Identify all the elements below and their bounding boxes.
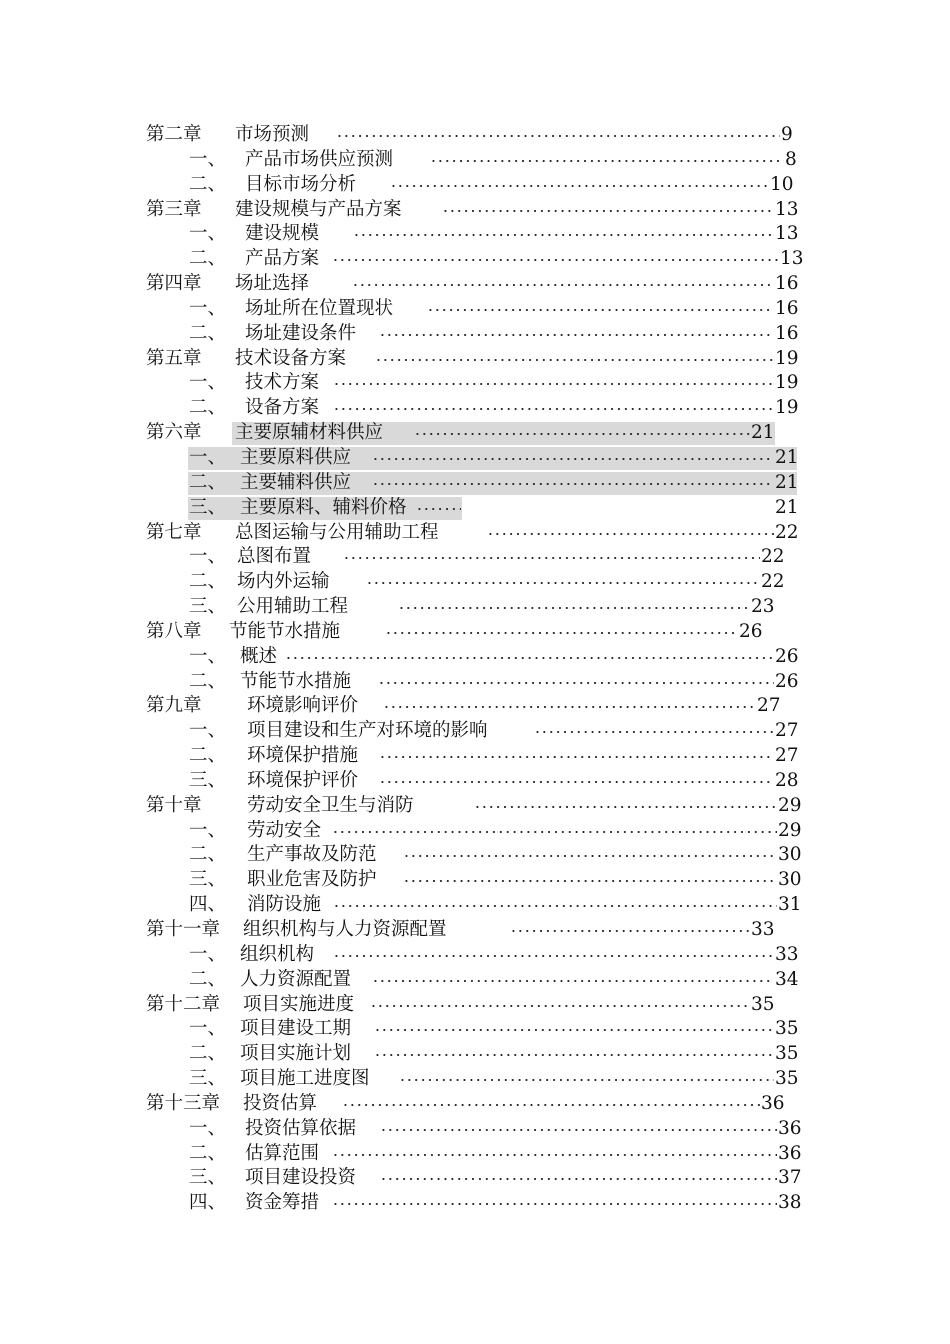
toc-page-number: 35 <box>751 993 775 1015</box>
toc-leader-dots <box>343 556 760 560</box>
toc-number: 二、 <box>189 322 227 344</box>
toc-title: 劳动安全卫生与消防 <box>247 794 414 816</box>
toc-leader-dots <box>379 780 774 784</box>
toc-title: 环境保护措施 <box>247 745 359 767</box>
toc-title: 产品市场供应预测 <box>245 148 394 170</box>
toc-title: 主要辅料供应 <box>240 471 352 493</box>
toc-entry[interactable] <box>0 570 950 595</box>
toc-title: 技术方案 <box>245 372 320 394</box>
toc-leader-dots <box>352 283 774 287</box>
toc-leader-dots <box>380 1177 777 1181</box>
toc-entry[interactable] <box>0 347 950 372</box>
toc-number: 三、 <box>189 769 227 791</box>
toc-number: 一、 <box>189 645 227 667</box>
toc-page-number: 33 <box>751 919 775 940</box>
toc-entry[interactable] <box>0 272 950 297</box>
toc-number: 一、 <box>189 546 227 568</box>
toc-page-number: 26 <box>739 620 763 642</box>
toc-entry[interactable] <box>0 595 950 620</box>
toc-page-number: 35 <box>775 1018 799 1040</box>
toc-title: 场内外运输 <box>237 571 330 593</box>
toc-entry[interactable] <box>0 620 950 645</box>
toc-number: 第十一章 <box>146 919 221 940</box>
toc-number: 三、 <box>189 1068 227 1090</box>
toc-title: 产品方案 <box>245 248 320 270</box>
toc-title: 主要原料、辅料价格 <box>240 496 407 518</box>
toc-page-number: 38 <box>778 1192 802 1214</box>
toc-number: 一、 <box>189 819 227 841</box>
toc-page-number: 26 <box>775 670 799 692</box>
toc-title: 项目实施计划 <box>240 1043 352 1065</box>
toc-leader-dots <box>427 308 774 312</box>
toc-leader-dots <box>374 1053 774 1057</box>
toc-title: 组织机构 <box>240 943 315 965</box>
toc-entry[interactable] <box>0 421 950 446</box>
toc-leader-dots <box>375 358 774 362</box>
toc-page-number: 30 <box>778 844 802 866</box>
toc-entry[interactable] <box>0 1067 950 1092</box>
toc-page-number: 27 <box>775 720 799 742</box>
toc-page-number: 22 <box>761 546 785 568</box>
toc-page-number: 8 <box>785 148 797 170</box>
toc-entry[interactable] <box>0 893 950 918</box>
toc-page-number: 29 <box>778 819 802 841</box>
toc-title: 主要原辅材料供应 <box>235 422 384 444</box>
toc-entry[interactable] <box>0 1166 950 1191</box>
toc-leader-dots <box>430 159 784 163</box>
toc-number: 二、 <box>189 1043 227 1065</box>
toc-number: 二、 <box>189 397 227 419</box>
toc-leader-dots <box>385 631 738 635</box>
toc-number: 一、 <box>189 720 227 742</box>
toc-leader-dots <box>372 457 774 461</box>
toc-entry[interactable] <box>0 496 950 521</box>
toc-number: 三、 <box>189 496 227 518</box>
toc-page-number: 27 <box>775 745 799 767</box>
toc-title: 节能节水措施 <box>240 670 352 692</box>
toc-page-number: 35 <box>775 1068 799 1090</box>
toc-leader-dots <box>333 904 777 908</box>
toc-title: 市场预测 <box>235 124 310 145</box>
toc-page-number: 21 <box>751 422 775 444</box>
toc-number: 第五章 <box>146 347 202 369</box>
toc-page-number: 27 <box>757 695 781 717</box>
toc-title: 项目实施进度 <box>243 993 355 1015</box>
toc-number: 二、 <box>189 968 227 990</box>
toc-entry[interactable] <box>0 719 950 744</box>
toc-title: 投资估算依据 <box>245 1117 357 1139</box>
toc-number: 二、 <box>189 745 227 767</box>
toc-page-number: 37 <box>778 1167 802 1189</box>
toc-number: 一、 <box>189 1117 227 1139</box>
toc-entry[interactable] <box>0 1092 950 1117</box>
toc-page-number: 26 <box>775 645 799 667</box>
toc-entry[interactable] <box>0 1042 950 1067</box>
toc-number: 二、 <box>189 248 227 270</box>
toc-title: 建设规模 <box>245 223 320 245</box>
toc-entry[interactable] <box>0 868 950 893</box>
toc-page-number: 21 <box>775 471 799 493</box>
toc-leader-dots <box>378 681 774 685</box>
toc-number: 二、 <box>189 471 227 493</box>
toc-title: 资金筹措 <box>245 1192 320 1214</box>
toc-page-number: 21 <box>775 446 799 468</box>
toc-title: 场址建设条件 <box>245 322 357 344</box>
toc-entry[interactable] <box>0 1191 950 1216</box>
toc-leader-dots <box>336 134 780 138</box>
toc-page-number: 31 <box>778 894 802 916</box>
toc-entry[interactable] <box>0 371 950 396</box>
toc-leader-dots <box>332 1153 777 1157</box>
toc-title: 场址所在位置现状 <box>245 297 394 319</box>
toc-leader-dots <box>510 929 750 933</box>
toc-entry[interactable] <box>0 148 950 173</box>
toc-page-number: 9 <box>781 124 793 145</box>
toc-page-number: 19 <box>775 397 799 419</box>
toc-title: 概述 <box>240 645 278 667</box>
toc-number: 二、 <box>189 1142 227 1164</box>
toc-number: 二、 <box>189 173 227 195</box>
toc-page-number: 16 <box>775 273 799 295</box>
toc-entry[interactable] <box>0 247 950 272</box>
toc-title: 设备方案 <box>245 397 320 419</box>
toc-number: 第七章 <box>146 521 202 543</box>
toc-title: 项目建设工期 <box>240 1018 352 1040</box>
toc-number: 四、 <box>189 1192 227 1214</box>
toc-title: 环境影响评价 <box>247 695 359 717</box>
toc-page-number: 36 <box>761 1092 785 1114</box>
toc-entry[interactable] <box>0 819 950 844</box>
toc-entry[interactable] <box>0 645 950 670</box>
toc-number: 一、 <box>189 1018 227 1040</box>
toc-page-number: 29 <box>778 794 802 816</box>
toc-entry[interactable] <box>0 446 950 471</box>
toc-title: 总图运输与公用辅助工程 <box>235 521 439 543</box>
toc-number: 二、 <box>189 844 227 866</box>
toc-leader-dots <box>372 979 774 983</box>
toc-entry[interactable] <box>0 670 950 695</box>
toc-leader-dots <box>416 507 461 511</box>
toc-entry[interactable] <box>0 198 950 223</box>
toc-entry[interactable] <box>0 744 950 769</box>
toc-leader-dots <box>474 805 777 809</box>
toc-entry[interactable] <box>0 521 950 546</box>
toc-entry[interactable] <box>0 918 950 943</box>
toc-leader-dots <box>398 606 750 610</box>
toc-number: 一、 <box>189 943 227 965</box>
toc-page-number: 22 <box>761 571 785 593</box>
toc-number: 第四章 <box>146 273 202 295</box>
toc-number: 三、 <box>189 596 227 618</box>
toc-leader-dots <box>333 382 774 386</box>
toc-leader-dots <box>403 854 777 858</box>
toc-leader-dots <box>372 482 774 486</box>
toc-entry[interactable] <box>0 1142 950 1167</box>
toc-title: 环境保护评价 <box>247 769 359 791</box>
toc-title: 节能节水措施 <box>229 620 341 642</box>
toc-entry[interactable] <box>0 297 950 322</box>
toc-number: 一、 <box>189 297 227 319</box>
toc-leader-dots <box>414 432 750 436</box>
toc-page-number: 21 <box>775 496 799 518</box>
toc-entry[interactable] <box>0 123 950 148</box>
toc-title: 项目施工进度图 <box>240 1068 370 1090</box>
toc-leader-dots <box>374 1028 774 1032</box>
toc-title: 消防设施 <box>247 894 322 916</box>
toc-entry[interactable] <box>0 322 950 347</box>
toc-entry[interactable] <box>0 968 950 993</box>
toc-title: 技术设备方案 <box>235 347 347 369</box>
toc-leader-dots <box>332 258 779 262</box>
toc-page-number: 13 <box>780 248 804 270</box>
toc-entry[interactable] <box>0 694 950 719</box>
toc-leader-dots <box>332 1202 777 1206</box>
toc-entry[interactable] <box>0 396 950 421</box>
toc-leader-dots <box>403 879 777 883</box>
toc-title: 组织机构与人力资源配置 <box>243 919 447 940</box>
toc-title: 主要原料供应 <box>240 446 352 468</box>
toc-entry[interactable] <box>0 769 950 794</box>
toc-page-number: 22 <box>775 521 799 543</box>
toc-title: 建设规模与产品方案 <box>235 198 402 220</box>
toc-page-number: 13 <box>775 223 799 245</box>
toc-entry[interactable] <box>0 1117 950 1142</box>
toc-entry[interactable] <box>0 1017 950 1042</box>
toc-leader-dots <box>383 705 756 709</box>
toc-title: 人力资源配置 <box>240 968 352 990</box>
toc-page-number: 23 <box>751 596 775 618</box>
toc-leader-dots <box>379 755 774 759</box>
toc-leader-dots <box>332 830 777 834</box>
toc-title: 项目建设投资 <box>245 1167 357 1189</box>
toc-leader-dots <box>442 209 774 213</box>
toc-entry[interactable] <box>0 471 950 496</box>
toc-page-number: 16 <box>775 322 799 344</box>
toc-number: 第二章 <box>146 124 202 145</box>
toc-title: 目标市场分析 <box>245 173 357 195</box>
toc-title: 劳动安全 <box>247 819 322 841</box>
toc-page-number: 36 <box>778 1142 802 1164</box>
toc-page-number: 35 <box>775 1043 799 1065</box>
toc-number: 三、 <box>189 1167 227 1189</box>
toc-number: 第十二章 <box>146 993 221 1015</box>
toc-entry[interactable] <box>0 173 950 198</box>
toc-page-number: 28 <box>775 769 799 791</box>
toc-page-number: 13 <box>775 198 799 220</box>
toc-entry[interactable] <box>0 222 950 247</box>
toc-page-number: 30 <box>778 869 802 891</box>
table-of-contents <box>0 123 950 1216</box>
toc-title: 总图布置 <box>237 546 312 568</box>
toc-number: 二、 <box>189 571 227 593</box>
toc-number: 三、 <box>189 869 227 891</box>
toc-leader-dots <box>370 1004 750 1008</box>
toc-entry[interactable] <box>0 794 950 819</box>
toc-title: 生产事故及防范 <box>247 844 377 866</box>
toc-number: 第六章 <box>146 422 202 444</box>
toc-page-number: 19 <box>775 347 799 369</box>
toc-entry[interactable] <box>0 545 950 570</box>
toc-leader-dots <box>333 954 774 958</box>
toc-number: 二、 <box>189 670 227 692</box>
toc-number: 四、 <box>189 894 227 916</box>
toc-title: 场址选择 <box>235 273 310 295</box>
toc-title: 职业危害及防护 <box>247 869 377 891</box>
toc-entry[interactable] <box>0 993 950 1018</box>
toc-leader-dots <box>333 407 774 411</box>
toc-number: 第十章 <box>146 794 202 816</box>
toc-page-number: 19 <box>775 372 799 394</box>
toc-number: 第八章 <box>146 620 202 642</box>
toc-number: 一、 <box>189 148 227 170</box>
toc-title: 投资估算 <box>243 1092 318 1114</box>
toc-leader-dots <box>353 233 774 237</box>
toc-leader-dots <box>487 532 774 536</box>
toc-leader-dots <box>285 656 774 660</box>
toc-leader-dots <box>366 581 760 585</box>
toc-entry[interactable] <box>0 843 950 868</box>
toc-page-number: 16 <box>775 297 799 319</box>
toc-number: 第三章 <box>146 198 202 220</box>
toc-leader-dots <box>390 184 769 188</box>
toc-number: 一、 <box>189 372 227 394</box>
toc-number: 第九章 <box>146 695 202 717</box>
toc-leader-dots <box>380 1128 777 1132</box>
toc-page-number: 36 <box>778 1117 802 1139</box>
toc-page-number: 34 <box>775 968 799 990</box>
toc-leader-dots <box>399 1078 774 1082</box>
toc-title: 估算范围 <box>245 1142 320 1164</box>
toc-title: 项目建设和生产对环境的影响 <box>247 720 488 742</box>
toc-number: 一、 <box>189 446 227 468</box>
toc-page-number: 10 <box>770 173 794 195</box>
toc-leader-dots <box>534 730 774 734</box>
toc-title: 公用辅助工程 <box>237 596 349 618</box>
toc-leader-dots <box>379 333 774 337</box>
toc-entry[interactable] <box>0 943 950 968</box>
toc-number: 第十三章 <box>146 1092 221 1114</box>
toc-page-number: 33 <box>775 943 799 965</box>
toc-leader-dots <box>342 1103 760 1107</box>
toc-number: 一、 <box>189 223 227 245</box>
